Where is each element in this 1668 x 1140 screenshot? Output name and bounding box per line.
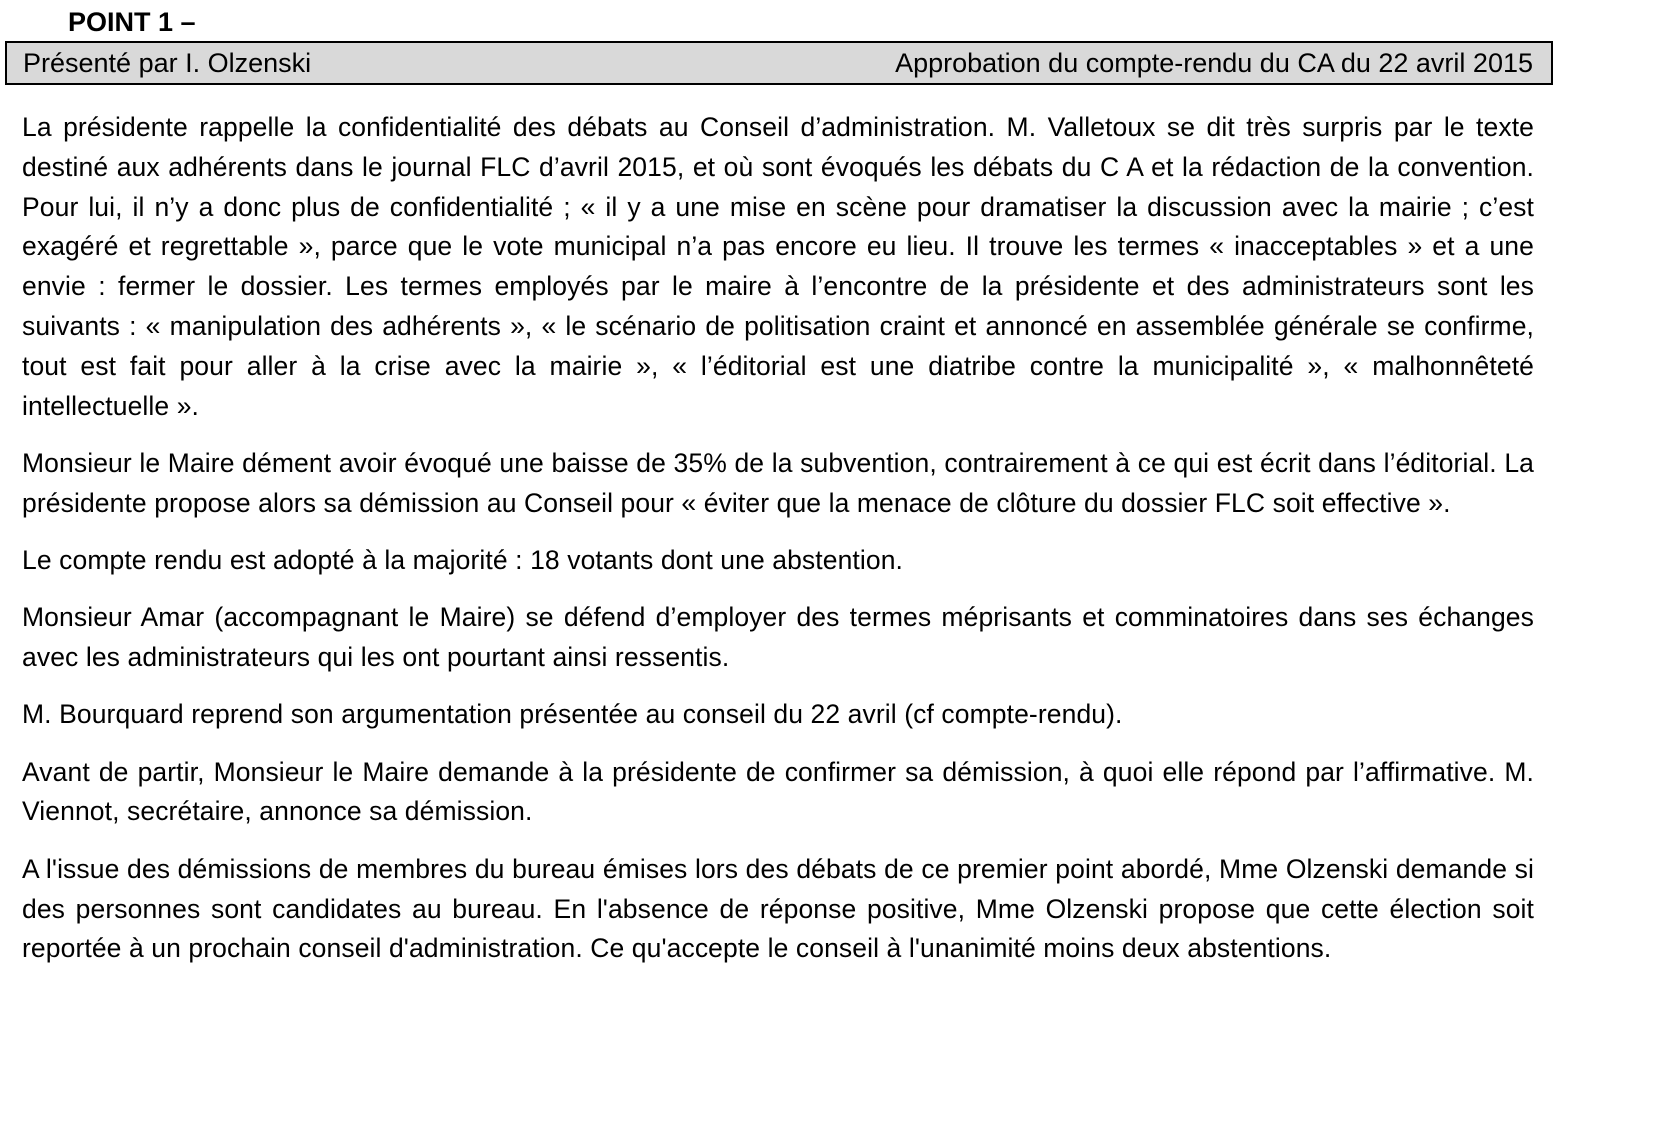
agenda-subject: Approbation du compte-rendu du CA du 22 avril 2015: [895, 47, 1533, 78]
paragraph-bourquard: M. Bourquard reprend son argumentation présentée au conseil du 22 avril (cf compte-rendu).: [22, 699, 1123, 730]
point-title: POINT 1 –: [68, 7, 196, 37]
paragraph-mayor-denial: Monsieur le Maire dément avoir évoqué une baisse de 35% de la subvention, contrairement à ce qui est écrit dans l’éditorial. La présidente propose alors sa démission au Conseil pour « éviter que la menace de clôture du dossier FLC soit effective ».: [22, 447, 1534, 518]
paragraph-resignation: Avant de partir, Monsieur le Maire demande à la présidente de confirmer sa démission, à quoi elle répond par l’affirmative. M. Viennot, secrétaire, annonce sa démission.: [22, 756, 1534, 827]
paragraph-vote-result: Le compte rendu est adopté à la majorité : 18 votants dont une abstention.: [22, 544, 904, 575]
paragraph-election-postponed: A l'issue des démissions de membres du bureau émises lors des débats de ce premier point abordé, Mme Olzenski demande si des personnes sont candidates au bureau. En l'absence de réponse positive, Mme Olzenski propose que cette élection soit reportée à un prochain conseil d'administration. Ce qu'accepte le conseil à l'unanimité moins deux abstentions.: [22, 853, 1534, 964]
paragraph-amar: Monsieur Amar (accompagnant le Maire) se défend d’employer des termes méprisants et comminatoires dans ses échanges avec les administrateurs qui les ont pourtant ainsi ressentis.: [22, 602, 1534, 673]
minutes-body: [22, 108, 1534, 969]
presenter-label: Présenté par I. Olzenski: [23, 47, 312, 78]
agenda-header-bar: [5, 41, 1553, 85]
paragraph-confidentiality: La présidente rappelle la confidentialité des débats au Conseil d’administration. M. Valletoux se dit très surpris par le texte destiné aux adhérents dans le journal FLC d’avril 2015, et où sont évoqués les débats du C A et la rédaction de la convention. Pour lui, il n’y a donc plus de confidentialité ; « il y a une mise en scène pour dramatiser la discussion avec la mairie ; c’est exagéré et regrettable », parce que le vote municipal n’a pas encore eu lieu. Il trouve les termes « inacceptables » et a une envie : fermer le dossier. Les termes employés par le maire à l’encontre de la présidente et des administrateurs sont les suivants : « manipulation des adhérents », « le scénario de politisation craint et annoncé en assemblée générale se confirme, tout est fait pour aller à la crise avec la mairie », « l’éditorial est une diatribe contre la municipalité », « malhonnêteté intellectuelle ».: [22, 112, 1534, 421]
